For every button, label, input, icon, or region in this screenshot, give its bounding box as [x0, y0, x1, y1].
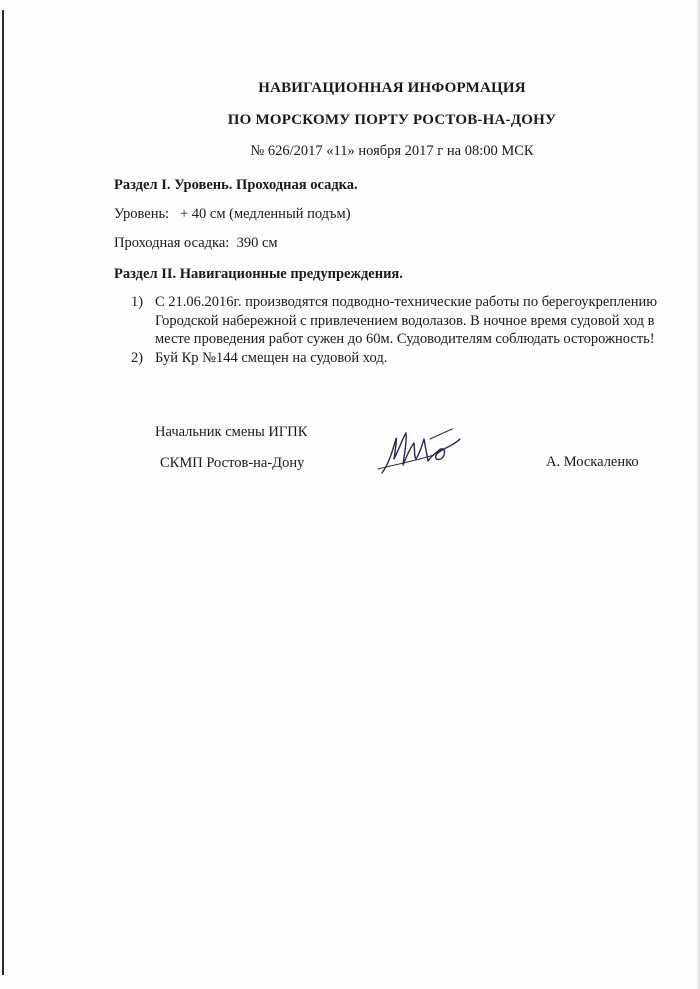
- water-level-line: Уровень: + 40 см (медленный подъм): [114, 206, 351, 222]
- signatory-organization: СКМП Ростов-на-Дону: [160, 455, 305, 471]
- list-item-text: С 21.06.2016г. производятся подводно-технические работы по берегоукреплению Городской набережной с привлечением водолазов. В ночное время судовой ход в месте проведения работ сужен до 60м. Судоводителям соблюдать осторожность!: [155, 294, 658, 347]
- handwritten-signature: [374, 425, 466, 479]
- scan-edge-left: [2, 10, 4, 975]
- list-item-number: 2): [131, 349, 144, 366]
- list-item: [131, 349, 671, 368]
- document-title: НАВИГАЦИОННАЯ ИНФОРМАЦИЯ: [258, 80, 526, 96]
- section-1-heading: Раздел I. Уровень. Проходная осадка.: [114, 177, 358, 193]
- signatory-position: Начальник смены ИГПК: [155, 424, 308, 440]
- document-subtitle: ПО МОРСКОМУ ПОРТУ РОСТОВ-НА-ДОНУ: [227, 112, 557, 128]
- passage-draft-line: Проходная осадка: 390 см: [114, 235, 278, 251]
- signatory-name: А. Москаленко: [546, 454, 639, 470]
- list-item-text: Буй Кр №144 смещен на судовой ход.: [155, 349, 388, 366]
- section-2-heading: Раздел II. Навигационные предупреждения.: [114, 266, 403, 282]
- document-number-date: № 626/2017 «11» ноября 2017 г на 08:00 МСК: [250, 143, 534, 159]
- warnings-list: [131, 293, 671, 367]
- list-item: [131, 293, 671, 349]
- list-item-number: 1): [131, 294, 144, 310]
